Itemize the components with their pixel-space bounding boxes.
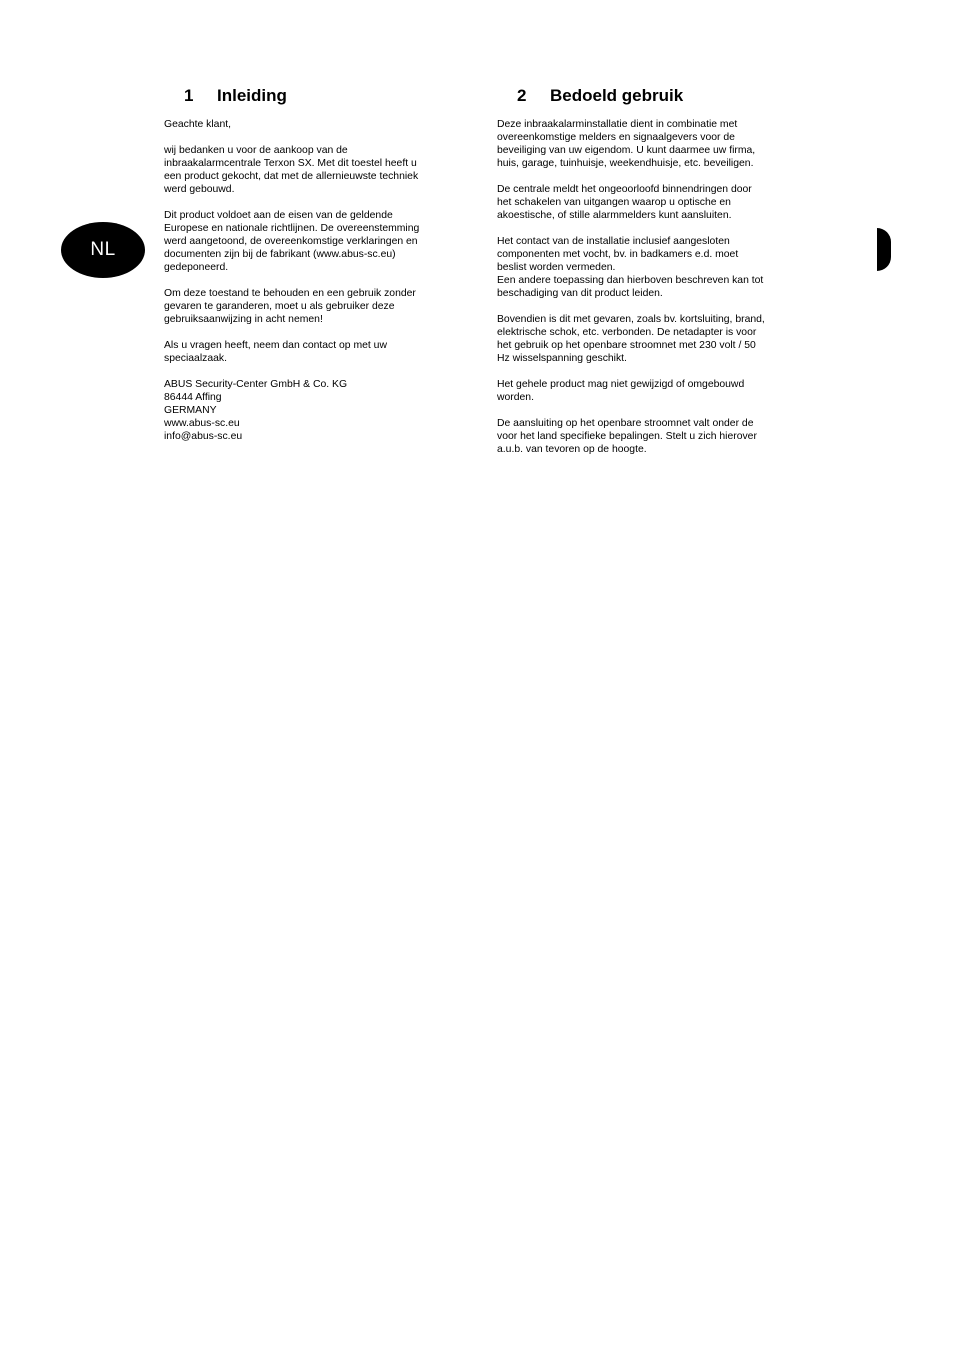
paragraph-no-modification: Het gehele product mag niet gewijzigd of omgebouwd worden. (497, 379, 745, 403)
section-introduction (164, 86, 459, 456)
section-intended-use (497, 86, 792, 469)
paragraph-alarm-outputs: De centrale meldt het ongeoorloofd binnendringen door het schakelen van uitgangen waarop u optische en akoestische, of stille alarmmelders kunt aansluiten. (497, 184, 752, 221)
section-title: Inleiding (217, 86, 287, 105)
section-heading (184, 86, 459, 106)
paragraph-salutation: Geachte klant, (164, 119, 232, 130)
paragraph-conformity: Dit product voldoet aan de eisen van de geldende Europese en nationale richtlijnen. De overeenstemming werd aangetoond, de overeenkomstige verklaringen en documenten zijn bij de fabrikant (www.abus-sc.eu) gedeponeerd. (164, 210, 420, 273)
paragraph-safe-use: Om deze toestand te behouden en een gebruik zonder gevaren te garanderen, moet u als gebruiker deze gebruiksaanwijzing in acht nemen! (164, 288, 416, 325)
section-heading (517, 86, 792, 106)
language-badge: NL (61, 222, 145, 278)
section-number: 2 (517, 86, 527, 105)
paragraph-moisture-warning: Het contact van de installatie inclusief aangesloten componenten met vocht, bv. in badkamers e.d. moet beslist worden vermeden. Een andere toepassing dan hierboven beschreven kan tot beschadiging van dit product leiden. (497, 236, 764, 299)
paragraph-mains-regulations: De aansluiting op het openbare stroomnet valt onder de voor het land specifieke bepalingen. Stelt u zich hierover a.u.b. van tevoren op de hoogte. (497, 418, 757, 455)
paragraph-questions: Als u vragen heeft, neem dan contact op met uw speciaalzaak. (164, 340, 387, 364)
paragraph-thanks: wij bedanken u voor de aankoop van de inbraakalarmcentrale Terxon SX. Met dit toestel heeft u een product gekocht, dat met de allernieuwste techniek werd gebouwd. (164, 145, 419, 195)
paragraph-purpose: Deze inbraakalarminstallatie dient in combinatie met overeenkomstige melders en signaalgevers voor de beveiliging van uw eigendom. U kunt daarmee uw firma, huis, garage, tuinhuisje, weekendhuisje, etc. beveiligen. (497, 119, 756, 169)
section-number: 1 (184, 86, 194, 105)
section-title: Bedoeld gebruik (550, 86, 684, 105)
company-address: ABUS Security-Center GmbH & Co. KG 86444 Affing GERMANY www.abus-sc.eu info@abus-sc.eu (164, 379, 348, 442)
paragraph-hazards: Bovendien is dit met gevaren, zoals bv. kortsluiting, brand, elektrische schok, etc. verbonden. De netadapter is voor het gebruik op het openbare stroomnet met 230 volt / 50 Hz wisselspanning geschikt. (497, 314, 765, 364)
page-edge-tab (877, 228, 891, 271)
